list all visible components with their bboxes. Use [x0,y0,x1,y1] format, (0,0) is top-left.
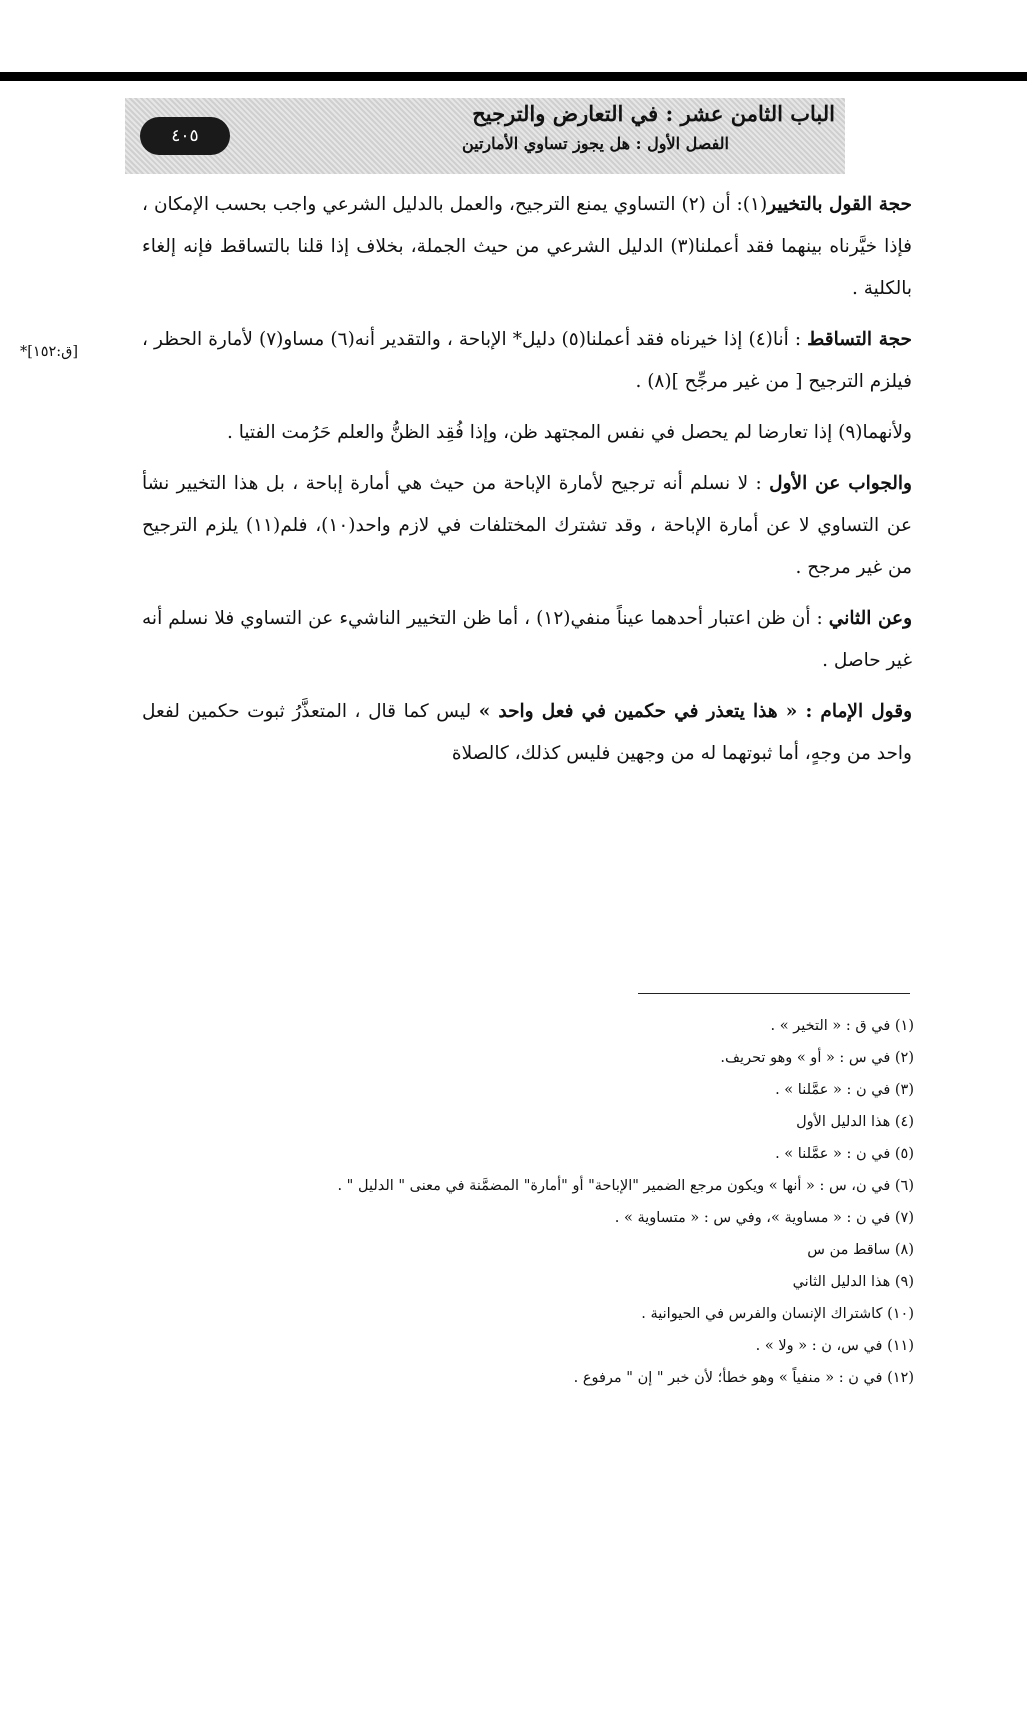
paragraph-lead: حجة القول بالتخيير [767,194,912,215]
paragraph-text: ليس كما قال ، المتعذَّرُ ثبوت حكمين لفعل واحد من وجهٍ، أما ثبوتهما له من وجهين فليس كذلك، كالصلاة [142,701,912,764]
paragraph-text: : أن ظن اعتبار أحدهما عيناً منفي(١٢) ، أما ظن التخيير الناشيء عن التساوي فلا نسلم أنه غير حاصل . [142,608,912,671]
footnote: (٩) هذا الدليل الثاني [792,1274,914,1290]
paragraph-lead: حجة التساقط [807,329,912,350]
footnote: (١١) في س، ن : « ولا » . [755,1338,914,1354]
page-number: ٤٠٥ [140,117,230,155]
paragraph [142,319,912,403]
footnote: (١٢) في ن : « منفياً » وهو خطأ؛ لأن خبر " إن " مرفوع . [573,1370,914,1386]
paragraph [142,184,912,310]
footnotes [114,1010,914,1394]
footnote: (٢) في س : « أو » وهو تحريف. [720,1050,914,1066]
paragraph [142,691,912,775]
paragraph-lead: وقول الإمام : « هذا يتعذر في حكمين في فعل واحد » [478,701,913,722]
top-rule [0,72,1027,81]
footnote: (٥) في ن : « عمَّلنا » . [775,1146,914,1162]
paragraph-lead: والجواب عن الأول [769,473,912,494]
paragraph [142,412,912,454]
footnote: (٧) في ن : « مساوية »، وفي س : « متساوية » . [614,1210,914,1226]
footnote: (٨) ساقط من س [807,1242,914,1258]
paragraph-text: : لا نسلم أنه ترجيح لأمارة الإباحة من حيث هي أمارة إباحة ، بل هذا التخيير نشأ عن التساوي لا عن أمارة الإباحة ، وقد تشترك المختلفات في لازم واحد(١٠)، فلم(١١) يلزم الترجيح من غير مرجح . [142,473,912,578]
margin-note: [ق:١٥٢]* [20,344,79,360]
footnote: (١) في ق : « التخير » . [770,1018,914,1034]
paragraph-lead: وعن الثاني [828,608,912,629]
paragraph-text: ولأنهما(٩) إذا تعارضا لم يحصل في نفس المجتهد ظن، وإذا فُقِد الظنُّ والعلم حَرُمت الفتيا . [226,422,912,443]
section-title: الفصل الأول : هل يجوز تساوي الأمارتين [461,134,729,153]
chapter-title: الباب الثامن عشر : في التعارض والترجيح [472,101,835,126]
footnote: (٦) في ن، س : « أنها » ويكون مرجع الضمير "الإباحة" أو "أمارة" المضمَّنة في معنى " الدليل " . [337,1178,914,1194]
body-text [142,184,912,784]
paragraph-text: : أنا(٤) إذا خيرناه فقد أعملنا(٥) دليل* الإباحة ، والتقدير أنه(٦) مساو(٧) لأمارة الحظر ، فيلزم الترجيح [ من غير مرجِّح ](٨) . [142,329,912,392]
paragraph-text: (١): أن (٢) التساوي يمنع الترجيح، والعمل بالدليل الشرعي واجب بحسب الإمكان ، فإذا خيَّرناه بينهما فقد أعملنا(٣) الدليل الشرعي من حيث الجملة، بخلاف إذا قلنا بالتساقط فإنه إلغاء بالكلية . [142,194,913,299]
paragraph [142,463,912,589]
paragraph [142,598,912,682]
footnote: (١٠) كاشتراك الإنسان والفرس في الحيوانية . [641,1306,914,1322]
footnote: (٣) في ن : « عمَّلنا » . [775,1082,914,1098]
footnote-divider [638,993,910,994]
footnote: (٤) هذا الدليل الأول [796,1114,914,1130]
